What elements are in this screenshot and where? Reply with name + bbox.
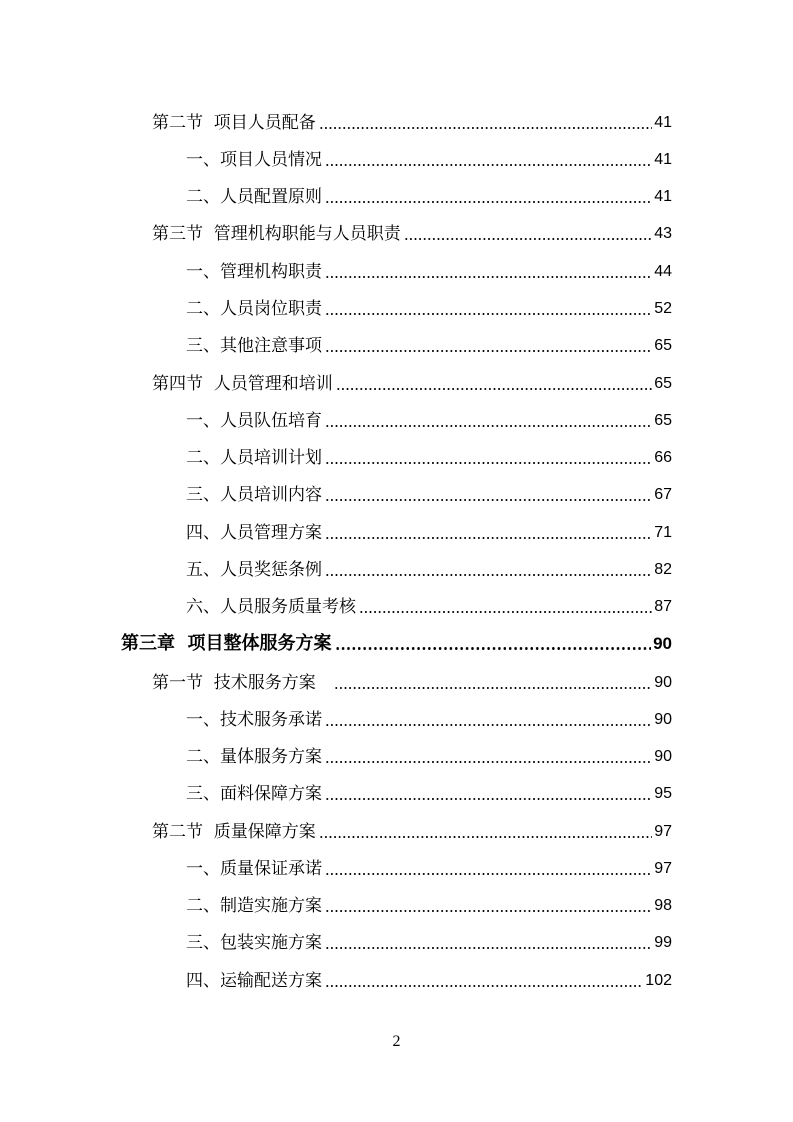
toc-entry-label: 第三章 项目整体服务方案 xyxy=(121,633,332,654)
dot-leader xyxy=(319,127,652,129)
toc-entry-page: 82 xyxy=(654,561,672,578)
toc-entry-page: 98 xyxy=(654,897,672,914)
dot-leader xyxy=(325,313,652,315)
dot-leader xyxy=(319,836,652,838)
toc-entry-label: 六、人员服务质量考核 xyxy=(186,597,356,617)
toc-entry[interactable] xyxy=(186,326,672,356)
dot-leader xyxy=(325,201,652,203)
toc-entry-page: 97 xyxy=(654,823,672,840)
toc-entry-label: 第一节 技术服务方案 xyxy=(152,673,316,693)
toc-entry-page: 44 xyxy=(654,263,672,280)
toc-entry[interactable] xyxy=(186,700,672,730)
toc-entry-page: 52 xyxy=(654,300,672,317)
dot-leader xyxy=(325,798,652,800)
toc-entry-label: 二、制造实施方案 xyxy=(186,896,322,916)
toc-entry[interactable] xyxy=(186,587,672,617)
toc-entry[interactable] xyxy=(152,103,672,133)
toc-entry[interactable] xyxy=(186,140,672,170)
toc-entry-page: 90 xyxy=(654,674,672,691)
toc-entry-page: 95 xyxy=(654,785,672,802)
dot-leader xyxy=(325,574,652,576)
toc-entry-label: 三、面料保障方案 xyxy=(186,784,322,804)
dot-leader xyxy=(336,388,652,390)
dot-leader xyxy=(325,276,652,278)
dot-leader xyxy=(325,724,652,726)
toc-entry-label: 四、人员管理方案 xyxy=(186,523,322,543)
toc-entry-label: 五、人员奖惩条例 xyxy=(186,560,322,580)
toc-entry[interactable] xyxy=(186,774,672,804)
page-number: 2 xyxy=(392,1033,401,1050)
toc-entry[interactable] xyxy=(152,663,672,693)
dot-leader xyxy=(325,164,652,166)
toc-entry-page: 71 xyxy=(654,524,672,541)
dot-leader xyxy=(325,761,652,763)
toc-entry[interactable] xyxy=(186,252,672,282)
toc-entry[interactable] xyxy=(186,849,672,879)
toc-entry-page: 90 xyxy=(653,634,672,653)
toc-entry-page: 65 xyxy=(654,337,672,354)
dot-leader xyxy=(325,910,652,912)
toc-entry-page: 41 xyxy=(654,151,672,168)
toc-entry-label: 第三节 管理机构职能与人员职责 xyxy=(152,224,401,244)
toc-entry-label: 一、技术服务承诺 xyxy=(186,710,322,730)
toc-entry-page: 90 xyxy=(654,711,672,728)
dot-leader xyxy=(404,238,652,240)
toc-entry[interactable] xyxy=(152,812,672,842)
toc-entry[interactable] xyxy=(186,961,672,991)
toc-entry-label: 二、量体服务方案 xyxy=(186,747,322,767)
dot-leader xyxy=(325,947,652,949)
toc-entry-label: 第四节 人员管理和培训 xyxy=(152,374,333,394)
dot-leader xyxy=(325,462,652,464)
toc-entry-page: 66 xyxy=(654,449,672,466)
toc-entry[interactable] xyxy=(186,513,672,543)
toc-entry[interactable] xyxy=(152,364,672,394)
toc-entry-page: 102 xyxy=(645,972,672,989)
toc-entry-page: 41 xyxy=(654,188,672,205)
toc-entry-label: 一、人员队伍培育 xyxy=(186,411,322,431)
toc-entry-label: 三、包装实施方案 xyxy=(186,933,322,953)
toc-entry-label: 第二节 质量保障方案 xyxy=(152,822,316,842)
toc-entry-page: 41 xyxy=(654,114,672,131)
toc-entry-label: 二、人员配置原则 xyxy=(186,187,322,207)
dot-leader xyxy=(334,687,652,689)
toc-entry-page: 43 xyxy=(654,225,672,242)
dot-leader xyxy=(325,985,643,987)
toc-entry-label: 一、管理机构职责 xyxy=(186,262,322,282)
dot-leader xyxy=(325,499,652,501)
toc-entry[interactable] xyxy=(186,475,672,505)
toc-entry-label: 一、项目人员情况 xyxy=(186,150,322,170)
toc-entry-label: 二、人员岗位职责 xyxy=(186,299,322,319)
toc-entry[interactable] xyxy=(186,923,672,953)
toc-entry-page: 99 xyxy=(654,934,672,951)
toc-entry-page: 90 xyxy=(654,748,672,765)
toc-entry[interactable] xyxy=(186,177,672,207)
dot-leader xyxy=(325,425,652,427)
toc-entry-page: 87 xyxy=(654,598,672,615)
toc-entry-label: 四、运输配送方案 xyxy=(186,971,322,991)
dot-leader xyxy=(325,873,652,875)
toc-entry-label: 二、人员培训计划 xyxy=(186,448,322,468)
toc-entry[interactable] xyxy=(186,438,672,468)
toc-entry-page: 65 xyxy=(654,375,672,392)
toc-entry[interactable] xyxy=(186,289,672,319)
toc-entry-label: 三、人员培训内容 xyxy=(186,485,322,505)
dot-leader xyxy=(325,350,652,352)
toc-entry[interactable] xyxy=(152,214,672,244)
toc-chapter-entry[interactable] xyxy=(121,624,672,654)
toc-entry[interactable] xyxy=(186,401,672,431)
toc-entry-page: 97 xyxy=(654,860,672,877)
toc-entry-label: 一、质量保证承诺 xyxy=(186,859,322,879)
toc-entry-label: 第二节 项目人员配备 xyxy=(152,113,316,133)
toc-entry[interactable] xyxy=(186,886,672,916)
dot-leader xyxy=(325,537,652,539)
toc-entry-page: 67 xyxy=(654,486,672,503)
toc-entry-label: 三、其他注意事项 xyxy=(186,336,322,356)
dot-leader xyxy=(359,611,652,613)
toc-entry[interactable] xyxy=(186,550,672,580)
toc-entry-page: 65 xyxy=(654,412,672,429)
toc-entry[interactable] xyxy=(186,737,672,767)
dot-leader xyxy=(335,647,652,650)
